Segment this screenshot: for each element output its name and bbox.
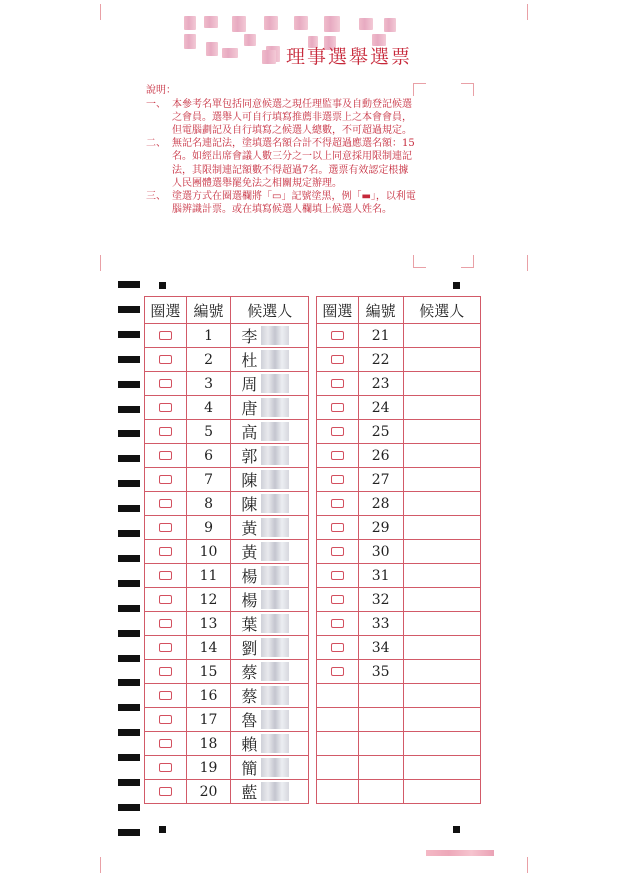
candidate-given-name-redacted [261,782,289,801]
candidate-name [231,492,309,516]
table-row [317,492,481,516]
select-cell[interactable] [145,348,187,372]
table-row [145,444,309,468]
selection-bubble[interactable] [159,379,172,388]
candidate-number: 9 [186,516,231,540]
table-row [145,588,309,612]
select-cell[interactable] [317,324,359,348]
candidate-name [231,780,309,804]
table-row [317,468,481,492]
select-cell[interactable] [317,492,359,516]
select-cell[interactable] [145,684,187,708]
candidate-number [358,732,403,756]
registration-corner-mid-left [100,255,113,271]
header-candidate: 候選人 [403,297,480,324]
candidate-surname: 魯 [241,711,258,730]
write-in-field[interactable] [403,588,480,612]
table-row [317,324,481,348]
select-cell[interactable] [145,420,187,444]
table-row [145,492,309,516]
candidate-name [231,420,309,444]
write-in-field[interactable] [403,684,480,708]
timing-mark [118,356,140,363]
candidate-surname: 高 [241,423,258,442]
candidate-given-name-redacted [261,422,289,441]
instructions-heading: 說明： [146,85,176,96]
timing-mark [118,281,140,288]
selection-bubble[interactable] [159,403,172,412]
select-cell[interactable] [145,708,187,732]
candidate-number: 30 [358,540,403,564]
candidate-number: 24 [358,396,403,420]
candidate-surname: 楊 [241,567,258,586]
candidate-name [231,324,309,348]
select-cell[interactable] [317,372,359,396]
table-row [145,324,309,348]
table-row [145,348,309,372]
write-in-field[interactable] [403,444,480,468]
select-cell[interactable] [145,540,187,564]
write-in-field[interactable] [403,660,480,684]
candidate-name [231,588,309,612]
select-cell[interactable] [145,372,187,396]
candidate-number: 33 [358,612,403,636]
candidate-number: 3 [186,372,231,396]
candidate-number: 27 [358,468,403,492]
header-number: 編號 [358,297,403,324]
candidate-given-name-redacted [261,566,289,585]
candidate-number: 18 [186,732,231,756]
candidate-number: 21 [358,324,403,348]
candidate-number: 31 [358,564,403,588]
write-in-field[interactable] [403,780,480,804]
selection-bubble[interactable] [159,355,172,364]
header-number: 編號 [186,297,231,324]
table-row [317,372,481,396]
candidate-name [231,348,309,372]
candidate-number: 8 [186,492,231,516]
candidate-number: 12 [186,588,231,612]
timing-mark [118,306,140,313]
candidate-table-right [316,296,481,804]
candidate-given-name-redacted [261,350,289,369]
select-cell[interactable] [317,612,359,636]
select-cell[interactable] [317,468,359,492]
select-cell [317,684,359,708]
timing-mark [118,754,140,761]
candidate-name [231,540,309,564]
table-row [317,420,481,444]
select-cell[interactable] [317,348,359,372]
candidate-number: 1 [186,324,231,348]
timing-mark [118,630,140,637]
timing-mark [118,555,140,562]
selection-bubble[interactable] [331,595,344,604]
candidate-given-name-redacted [261,710,289,729]
candidate-given-name-redacted [261,542,289,561]
candidate-given-name-redacted [261,326,289,345]
candidate-given-name-redacted [261,638,289,657]
candidate-given-name-redacted [261,374,289,393]
table-row [145,468,309,492]
write-in-field[interactable] [403,468,480,492]
select-cell[interactable] [145,636,187,660]
candidate-name [231,684,309,708]
table-row [145,780,309,804]
write-in-field[interactable] [403,732,480,756]
write-in-field[interactable] [403,612,480,636]
selection-bubble[interactable] [331,523,344,532]
timing-mark [118,530,140,537]
write-in-field[interactable] [403,756,480,780]
table-row [145,684,309,708]
candidate-surname: 黃 [241,543,258,562]
select-cell[interactable] [145,780,187,804]
candidate-number: 6 [186,444,231,468]
select-cell[interactable] [317,660,359,684]
select-cell[interactable] [317,516,359,540]
candidate-name [231,564,309,588]
registration-corner-top-left [100,4,113,20]
candidate-name [231,708,309,732]
select-cell[interactable] [145,468,187,492]
select-cell[interactable] [145,660,187,684]
candidate-surname: 陳 [241,471,258,490]
header-candidate: 候選人 [231,297,309,324]
table-row [145,756,309,780]
table-row [317,636,481,660]
table-row [317,612,481,636]
table-row [145,396,309,420]
candidate-number: 11 [186,564,231,588]
selection-bubble[interactable] [331,547,344,556]
candidate-number [358,780,403,804]
candidate-surname: 杜 [241,351,258,370]
candidate-surname: 劉 [241,639,258,658]
candidate-name [231,636,309,660]
candidate-number: 25 [358,420,403,444]
select-cell [317,780,359,804]
select-cell[interactable] [145,732,187,756]
selection-bubble[interactable] [331,571,344,580]
registration-corner-top-right [515,4,528,20]
candidate-name [231,612,309,636]
candidate-number: 29 [358,516,403,540]
table-row [145,540,309,564]
table-row [317,684,481,708]
table-row [145,660,309,684]
table-row [317,396,481,420]
selection-bubble[interactable] [159,331,172,340]
timing-mark [118,505,140,512]
write-in-field[interactable] [403,492,480,516]
registration-corner-notes-bottom [413,255,426,268]
candidate-given-name-redacted [261,734,289,753]
select-cell [317,732,359,756]
timing-mark [118,331,140,338]
timing-mark [118,829,140,836]
candidate-given-name-redacted [261,494,289,513]
table-row [317,756,481,780]
candidate-number: 19 [186,756,231,780]
table-row [145,732,309,756]
selection-bubble[interactable] [159,475,172,484]
table-row [145,420,309,444]
selection-bubble[interactable] [159,667,172,676]
selection-bubble[interactable] [331,355,344,364]
table-row [317,444,481,468]
selection-bubble[interactable] [159,787,172,796]
selection-bubble[interactable] [331,427,344,436]
candidate-number [358,756,403,780]
candidate-name [231,372,309,396]
select-cell [317,708,359,732]
candidate-surname: 蔡 [241,687,258,706]
table-row [145,708,309,732]
selection-bubble[interactable] [331,331,344,340]
header-select: 圈選 [145,297,187,324]
form-code-redacted [426,850,494,856]
candidate-surname: 黃 [241,519,258,538]
timing-mark [118,430,140,437]
selection-bubble[interactable] [331,619,344,628]
candidate-surname: 藍 [241,783,258,802]
candidate-given-name-redacted [261,398,289,417]
instruction-item: 二、 無記名連記法，塗填選名額合計不得超過應選名額：15名。如經出席會議人數三分之一以上同意採用限制連記法，其限制連記額數不得超過7名。選票有效認定根據人民團體選舉罷免法之相關規定辦理。 [146,138,415,189]
candidate-table-left [144,296,309,804]
selection-bubble[interactable] [331,379,344,388]
candidate-surname: 郭 [241,447,258,466]
timing-mark [118,455,140,462]
selection-bubble[interactable] [159,643,172,652]
instruction-item: 三、 塗選方式在圈選欄將「▭」記號塗黑，例「▬」，以利電腦辨識計票。或在填寫候選人欄填上候選人姓名。 [146,190,416,215]
table-row [317,588,481,612]
registration-square-top-right [453,282,460,289]
selection-bubble[interactable] [331,451,344,460]
candidate-number: 34 [358,636,403,660]
timing-mark [118,655,140,662]
selection-bubble[interactable] [159,739,172,748]
candidate-number: 15 [186,660,231,684]
candidate-name [231,444,309,468]
select-cell[interactable] [145,588,187,612]
instructions [146,84,416,216]
table-row [145,564,309,588]
select-cell [317,756,359,780]
table-row [145,636,309,660]
write-in-field[interactable] [403,516,480,540]
table-row [145,516,309,540]
selection-bubble[interactable] [159,451,172,460]
write-in-field[interactable] [403,540,480,564]
candidate-number: 28 [358,492,403,516]
write-in-field[interactable] [403,372,480,396]
write-in-field[interactable] [403,564,480,588]
candidate-surname: 楊 [241,591,258,610]
registration-square-top-left [159,282,166,289]
selection-bubble[interactable] [331,643,344,652]
selection-bubble[interactable] [331,667,344,676]
candidate-number: 35 [358,660,403,684]
candidate-surname: 蔡 [241,663,258,682]
candidate-number: 5 [186,420,231,444]
select-cell[interactable] [317,444,359,468]
write-in-field[interactable] [403,636,480,660]
table-row [317,564,481,588]
select-cell[interactable] [145,492,187,516]
candidate-number: 2 [186,348,231,372]
selection-bubble[interactable] [159,763,172,772]
timing-mark [118,804,140,811]
selection-bubble[interactable] [159,619,172,628]
candidate-given-name-redacted [261,470,289,489]
selection-bubble[interactable] [159,595,172,604]
selection-bubble[interactable] [159,499,172,508]
registration-corner-bottom-right [515,857,528,873]
select-cell[interactable] [317,420,359,444]
candidate-surname: 周 [241,375,258,394]
timing-mark [118,704,140,711]
timing-mark [118,605,140,612]
registration-corner-notes-bottom-right [461,255,474,268]
timing-mark [118,480,140,487]
candidate-number: 32 [358,588,403,612]
select-cell[interactable] [317,564,359,588]
select-cell[interactable] [145,324,187,348]
write-in-field[interactable] [403,420,480,444]
candidate-number: 4 [186,396,231,420]
candidate-surname: 簡 [241,759,258,778]
write-in-field[interactable] [403,324,480,348]
registration-corner-notes-top-right [461,83,474,96]
candidate-number: 20 [186,780,231,804]
candidate-surname: 唐 [241,399,258,418]
candidate-given-name-redacted [261,446,289,465]
candidate-number: 10 [186,540,231,564]
timing-mark [118,679,140,686]
candidate-number: 14 [186,636,231,660]
selection-bubble[interactable] [159,715,172,724]
header-select: 圈選 [317,297,359,324]
instruction-item: 一、 本參考名單包括同意候選之現任理監事及自動登記候選之會員。選舉人可自行填寫推薦非選票上之本會會員，但電腦劃記及自行填寫之候選人總數，不可超過規定。 [146,99,412,137]
select-cell[interactable] [317,540,359,564]
selection-bubble[interactable] [331,475,344,484]
select-cell[interactable] [145,756,187,780]
select-cell[interactable] [317,636,359,660]
candidate-given-name-redacted [261,758,289,777]
timing-mark [118,729,140,736]
table-row [317,516,481,540]
candidate-name [231,732,309,756]
candidate-number [358,684,403,708]
candidate-name [231,660,309,684]
table-row [317,660,481,684]
candidate-name [231,468,309,492]
candidate-surname: 賴 [241,735,258,754]
candidate-given-name-redacted [261,518,289,537]
candidate-name [231,756,309,780]
selection-bubble[interactable] [159,571,172,580]
candidate-surname: 陳 [241,495,258,514]
registration-square-bottom-right [453,826,460,833]
table-row [317,780,481,804]
selection-bubble[interactable] [159,547,172,556]
selection-bubble[interactable] [159,427,172,436]
write-in-field[interactable] [403,708,480,732]
candidate-given-name-redacted [261,614,289,633]
table-row [145,612,309,636]
select-cell[interactable] [145,612,187,636]
table-row [317,348,481,372]
candidate-number: 13 [186,612,231,636]
table-row [145,372,309,396]
table-row [317,708,481,732]
table-row [317,732,481,756]
timing-mark [118,779,140,786]
candidate-given-name-redacted [261,662,289,681]
candidate-given-name-redacted [261,590,289,609]
ballot-title: 理事選舉選票 [286,46,413,68]
select-cell[interactable] [145,564,187,588]
timing-mark [118,406,140,413]
candidate-surname: 葉 [241,615,258,634]
timing-mark [118,580,140,587]
candidate-number: 16 [186,684,231,708]
registration-square-bottom-left [159,826,166,833]
select-cell[interactable] [317,396,359,420]
candidate-given-name-redacted [261,686,289,705]
registration-corner-mid-right [515,255,528,271]
registration-corner-bottom-left [100,857,113,873]
select-cell[interactable] [145,396,187,420]
selection-bubble[interactable] [159,691,172,700]
table-row [317,540,481,564]
candidate-number: 26 [358,444,403,468]
candidate-number: 22 [358,348,403,372]
select-cell[interactable] [317,588,359,612]
candidate-number [358,708,403,732]
candidate-number: 17 [186,708,231,732]
write-in-field[interactable] [403,348,480,372]
candidate-name [231,516,309,540]
selection-bubble[interactable] [159,523,172,532]
selection-bubble[interactable] [331,403,344,412]
selection-bubble[interactable] [331,499,344,508]
select-cell[interactable] [145,516,187,540]
candidate-number: 7 [186,468,231,492]
candidate-name [231,396,309,420]
timing-mark [118,381,140,388]
select-cell[interactable] [145,444,187,468]
write-in-field[interactable] [403,396,480,420]
candidate-surname: 李 [241,327,258,346]
candidate-number: 23 [358,372,403,396]
